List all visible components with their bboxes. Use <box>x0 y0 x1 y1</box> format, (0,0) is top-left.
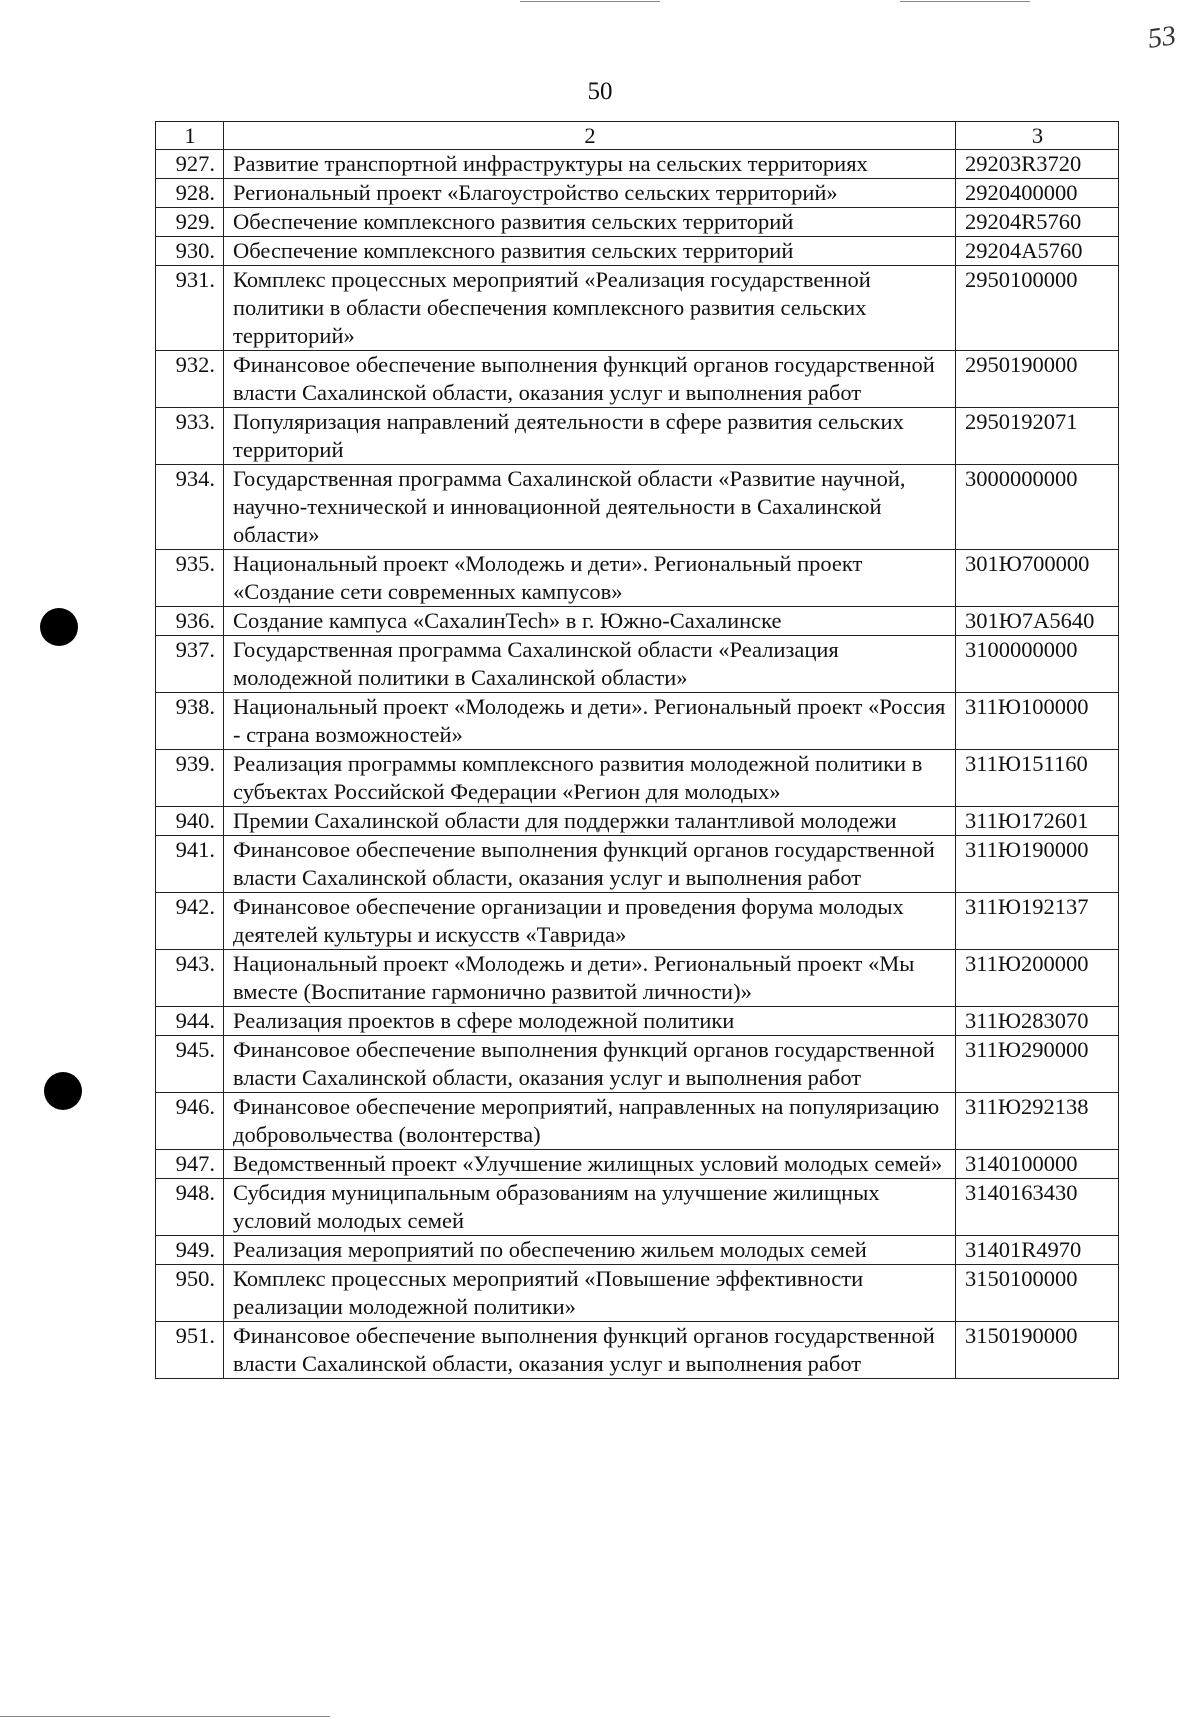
row-code: 311Ю283070 <box>956 1007 1119 1036</box>
row-number: 947. <box>156 1150 224 1179</box>
row-number: 940. <box>156 807 224 836</box>
row-code: 301Ю700000 <box>956 550 1119 607</box>
row-code: 2950100000 <box>956 266 1119 351</box>
table-row <box>156 693 1119 750</box>
punch-hole-lower <box>44 1072 82 1110</box>
row-code: 3100000000 <box>956 636 1119 693</box>
table-row <box>156 750 1119 807</box>
row-name: Региональный проект «Благоустройство сельских территорий» <box>224 179 956 208</box>
table-row <box>156 465 1119 550</box>
row-name: Национальный проект «Молодежь и дети». Региональный проект «Мы вместе (Воспитание гармонично развитой личности)» <box>224 950 956 1007</box>
row-code: 311Ю172601 <box>956 807 1119 836</box>
row-name: Премии Сахалинской области для поддержки талантливой молодежи <box>224 807 956 836</box>
row-number: 943. <box>156 950 224 1007</box>
row-code: 3140163430 <box>956 1179 1119 1236</box>
table-row <box>156 950 1119 1007</box>
row-code: 311Ю292138 <box>956 1093 1119 1150</box>
table-row <box>156 636 1119 693</box>
row-code: 311Ю190000 <box>956 836 1119 893</box>
table-row <box>156 208 1119 237</box>
row-number: 945. <box>156 1036 224 1093</box>
table-row <box>156 179 1119 208</box>
row-code: 3150100000 <box>956 1265 1119 1322</box>
page-number: 50 <box>587 78 613 105</box>
row-number: 949. <box>156 1236 224 1265</box>
row-name: Обеспечение комплексного развития сельских территорий <box>224 237 956 266</box>
row-name: Финансовое обеспечение выполнения функций органов государственной власти Сахалинской области, оказания услуг и выполнения работ <box>224 1036 956 1093</box>
row-code: 3000000000 <box>956 465 1119 550</box>
row-number: 944. <box>156 1007 224 1036</box>
row-name: Ведомственный проект «Улучшение жилищных условий молодых семей» <box>224 1150 956 1179</box>
row-name: Реализация программы комплексного развития молодежной политики в субъектах Российской Федерации «Регион для молодых» <box>224 750 956 807</box>
row-code: 311Ю200000 <box>956 950 1119 1007</box>
row-number: 928. <box>156 179 224 208</box>
row-name: Субсидия муниципальным образованиям на улучшение жилищных условий молодых семей <box>224 1179 956 1236</box>
row-name: Обеспечение комплексного развития сельских территорий <box>224 208 956 237</box>
row-number: 941. <box>156 836 224 893</box>
row-number: 937. <box>156 636 224 693</box>
header-column-1: 1 <box>156 122 224 150</box>
row-code: 301Ю7А5640 <box>956 607 1119 636</box>
row-code: 311Ю100000 <box>956 693 1119 750</box>
table-row <box>156 1036 1119 1093</box>
scan-artifact-top-right <box>900 1 1030 2</box>
table-row <box>156 1150 1119 1179</box>
table-row <box>156 351 1119 408</box>
table-row <box>156 836 1119 893</box>
table-header-row <box>156 122 1119 150</box>
punch-hole-upper <box>40 608 78 646</box>
table-row <box>156 807 1119 836</box>
table-row <box>156 237 1119 266</box>
row-name: Национальный проект «Молодежь и дети». Региональный проект «Создание сети современных кампусов» <box>224 550 956 607</box>
table-row <box>156 550 1119 607</box>
header-column-2: 2 <box>224 122 956 150</box>
row-code: 31401R4970 <box>956 1236 1119 1265</box>
table-row <box>156 1236 1119 1265</box>
table-row <box>156 1007 1119 1036</box>
row-code: 29204R5760 <box>956 208 1119 237</box>
table-row <box>156 1322 1119 1379</box>
row-code: 2920400000 <box>956 179 1119 208</box>
row-code: 311Ю151160 <box>956 750 1119 807</box>
table-body <box>156 150 1119 1379</box>
row-code: 3150190000 <box>956 1322 1119 1379</box>
row-code: 29203R3720 <box>956 150 1119 179</box>
row-number: 931. <box>156 266 224 351</box>
row-number: 951. <box>156 1322 224 1379</box>
row-name: Государственная программа Сахалинской области «Развитие научной, научно-технической и инновационной деятельности в Сахалинской области» <box>224 465 956 550</box>
row-number: 930. <box>156 237 224 266</box>
table-row <box>156 1265 1119 1322</box>
row-code: 311Ю192137 <box>956 893 1119 950</box>
row-number: 942. <box>156 893 224 950</box>
scan-artifact-top <box>520 1 660 2</box>
table-row <box>156 266 1119 351</box>
row-name: Развитие транспортной инфраструктуры на сельских территориях <box>224 150 956 179</box>
table-row <box>156 607 1119 636</box>
corner-mark: 53 <box>1145 20 1178 55</box>
row-number: 934. <box>156 465 224 550</box>
row-name: Популяризация направлений деятельности в сфере развития сельских территорий <box>224 408 956 465</box>
row-name: Национальный проект «Молодежь и дети». Региональный проект «Россия - страна возможностей» <box>224 693 956 750</box>
row-name: Финансовое обеспечение организации и проведения форума молодых деятелей культуры и искусств «Таврида» <box>224 893 956 950</box>
row-name: Комплекс процессных мероприятий «Реализация государственной политики в области обеспечения комплексного развития сельских территорий» <box>224 266 956 351</box>
row-number: 946. <box>156 1093 224 1150</box>
row-name: Реализация проектов в сфере молодежной политики <box>224 1007 956 1036</box>
row-number: 929. <box>156 208 224 237</box>
budget-code-table <box>155 121 1119 1379</box>
scan-artifact-bottom <box>0 1716 330 1717</box>
row-name: Реализация мероприятий по обеспечению жильем молодых семей <box>224 1236 956 1265</box>
row-number: 936. <box>156 607 224 636</box>
row-code: 2950192071 <box>956 408 1119 465</box>
table-row <box>156 408 1119 465</box>
table-row <box>156 150 1119 179</box>
row-name: Финансовое обеспечение мероприятий, направленных на популяризацию добровольчества (волонтерства) <box>224 1093 956 1150</box>
row-name: Комплекс процессных мероприятий «Повышение эффективности реализации молодежной политики» <box>224 1265 956 1322</box>
row-name: Финансовое обеспечение выполнения функций органов государственной власти Сахалинской области, оказания услуг и выполнения работ <box>224 351 956 408</box>
row-number: 932. <box>156 351 224 408</box>
row-name: Финансовое обеспечение выполнения функций органов государственной власти Сахалинской области, оказания услуг и выполнения работ <box>224 1322 956 1379</box>
row-code: 2950190000 <box>956 351 1119 408</box>
row-number: 938. <box>156 693 224 750</box>
table-row <box>156 893 1119 950</box>
row-number: 948. <box>156 1179 224 1236</box>
row-number: 950. <box>156 1265 224 1322</box>
table-row <box>156 1179 1119 1236</box>
row-number: 939. <box>156 750 224 807</box>
row-number: 927. <box>156 150 224 179</box>
row-name: Создание кампуса «СахалинTech» в г. Южно-Сахалинске <box>224 607 956 636</box>
header-column-3: 3 <box>956 122 1119 150</box>
row-code: 311Ю290000 <box>956 1036 1119 1093</box>
row-number: 933. <box>156 408 224 465</box>
row-name: Государственная программа Сахалинской области «Реализация молодежной политики в Сахалинской области» <box>224 636 956 693</box>
row-code: 29204A5760 <box>956 237 1119 266</box>
table-row <box>156 1093 1119 1150</box>
row-number: 935. <box>156 550 224 607</box>
row-name: Финансовое обеспечение выполнения функций органов государственной власти Сахалинской области, оказания услуг и выполнения работ <box>224 836 956 893</box>
row-code: 3140100000 <box>956 1150 1119 1179</box>
